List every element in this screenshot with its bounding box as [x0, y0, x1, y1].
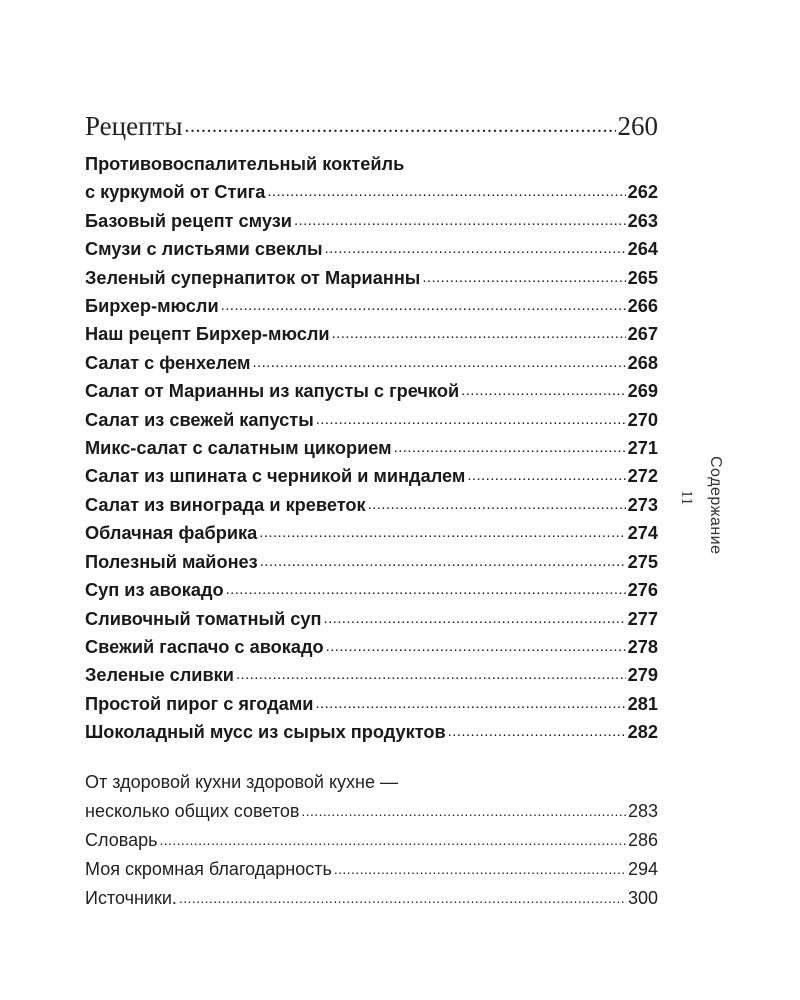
- entry-page: 278: [627, 636, 658, 657]
- toc-entry[interactable]: [85, 434, 658, 462]
- entry-page: 294: [627, 859, 658, 879]
- entry-title: Смузи с листьями свеклы: [85, 239, 323, 260]
- toc-entry[interactable]: [85, 633, 658, 661]
- entry-title: Салат из свежей капусты: [85, 409, 314, 430]
- entry-page: 272: [627, 466, 658, 487]
- backmatter-list: [85, 768, 658, 913]
- toc-entry[interactable]: [85, 826, 658, 855]
- entry-title-line1: От здоровой кухни здоровой кухне —: [85, 772, 398, 792]
- entry-title: Салат из шпината с черникой и миндалем: [85, 466, 466, 487]
- entry-page: 264: [627, 239, 658, 260]
- entry-page: 279: [627, 665, 658, 686]
- toc-entry[interactable]: [85, 661, 658, 689]
- toc-entry[interactable]: [85, 207, 658, 235]
- leader-dots: [448, 718, 626, 746]
- entry-title: Полезный майонез: [85, 551, 258, 572]
- entry-title: Свежий гаспачо с авокадо: [85, 636, 324, 657]
- entry-page: 263: [627, 210, 658, 231]
- toc-entry[interactable]: [85, 548, 658, 576]
- entry-page: 267: [627, 324, 658, 345]
- page-number: 11: [678, 490, 695, 506]
- leader-dots: [394, 434, 626, 462]
- entry-title: Салат с фенхелем: [85, 352, 251, 373]
- entry-title: Сливочный томатный суп: [85, 608, 322, 629]
- entry-page: 274: [627, 523, 658, 544]
- running-head-chapter: Содержание: [707, 456, 724, 555]
- entry-title: Базовый рецепт смузи: [85, 210, 292, 231]
- leader-dots: [332, 320, 626, 348]
- entry-title: несколько общих советов: [85, 801, 300, 821]
- section-page-number: 260: [617, 111, 658, 141]
- entry-page: 277: [627, 608, 658, 629]
- toc-entry[interactable]: [85, 884, 658, 913]
- entry-page: 300: [627, 888, 658, 908]
- leader-dots: [301, 797, 626, 826]
- entry-page: 281: [627, 693, 658, 714]
- leader-dots: [368, 491, 626, 519]
- leader-dots: [252, 349, 625, 377]
- leader-dots: [236, 661, 626, 689]
- entry-page: 275: [627, 551, 658, 572]
- entry-page: 269: [627, 381, 658, 402]
- leader-dots: [326, 633, 626, 661]
- entry-title: с куркумой от Стига: [85, 182, 266, 203]
- entry-title: Салат от Марианны из капусты с гречкой: [85, 381, 460, 402]
- entry-title: Зеленые сливки: [85, 665, 234, 686]
- recipe-list: [85, 150, 658, 747]
- toc-entry[interactable]: [85, 320, 658, 348]
- toc-entry[interactable]: [85, 690, 658, 718]
- leader-dots: [159, 826, 625, 855]
- entry-page: 270: [627, 409, 658, 430]
- toc-entry[interactable]: [85, 605, 658, 633]
- entry-title: Простой пирог с ягодами: [85, 693, 314, 714]
- leader-dots: [179, 884, 626, 913]
- toc-section-heading: [85, 111, 658, 141]
- entry-title: Наш рецепт Бирхер-мюсли: [85, 324, 330, 345]
- entry-title: Моя скромная благодарность: [85, 859, 332, 879]
- entry-page: 266: [627, 296, 658, 317]
- leader-dots: [315, 690, 625, 718]
- entry-page: 273: [627, 494, 658, 515]
- leader-dots: [324, 605, 626, 633]
- entry-title: Бирхер-мюсли: [85, 296, 219, 317]
- leader-dots: [226, 576, 626, 604]
- toc-entry[interactable]: [85, 292, 658, 320]
- toc-entry[interactable]: [85, 377, 658, 405]
- leader-dots: [267, 178, 625, 206]
- leader-dots: [467, 462, 625, 490]
- entry-title: Микс-салат с салатным цикорием: [85, 438, 392, 459]
- entry-page: 265: [627, 267, 658, 288]
- entry-title: Салат из винограда и креветок: [85, 494, 366, 515]
- leader-dots: [260, 548, 626, 576]
- entry-page: 283: [627, 801, 658, 821]
- leader-dots: [221, 292, 626, 320]
- entry-title: Источники.: [85, 888, 177, 908]
- leader-dots: [461, 377, 626, 405]
- entry-page: 276: [627, 580, 658, 601]
- leader-dots: [294, 207, 626, 235]
- toc-entry[interactable]: [85, 768, 658, 826]
- entry-title: Словарь: [85, 830, 158, 850]
- toc-entry[interactable]: [85, 462, 658, 490]
- leader-dots: [184, 111, 615, 141]
- entry-page: 286: [627, 830, 658, 850]
- toc-entry[interactable]: [85, 491, 658, 519]
- leader-dots: [259, 519, 625, 547]
- entry-title: Шоколадный мусс из сырых продуктов: [85, 722, 446, 743]
- toc-entry[interactable]: [85, 576, 658, 604]
- leader-dots: [334, 855, 626, 884]
- section-title: Рецепты: [85, 111, 183, 141]
- entry-title: Суп из авокадо: [85, 580, 224, 601]
- toc-entry[interactable]: [85, 349, 658, 377]
- toc-entry[interactable]: [85, 235, 658, 263]
- entry-page: 268: [627, 352, 658, 373]
- entry-page: 262: [627, 182, 658, 203]
- entry-page: 282: [627, 722, 658, 743]
- entry-title: Облачная фабрика: [85, 523, 258, 544]
- entry-title-line1: Противовоспалительный коктейль: [85, 154, 405, 174]
- leader-dots: [316, 406, 626, 434]
- toc-entry[interactable]: [85, 519, 658, 547]
- leader-dots: [422, 264, 625, 292]
- toc-entry[interactable]: [85, 406, 658, 434]
- entry-title: Зеленый супернапиток от Марианны: [85, 267, 421, 288]
- toc-entry[interactable]: [85, 855, 658, 884]
- leader-dots: [325, 235, 626, 263]
- toc-entry[interactable]: [85, 264, 658, 292]
- toc-entry[interactable]: [85, 718, 658, 746]
- entry-page: 271: [627, 438, 658, 459]
- toc-entry[interactable]: [85, 150, 658, 207]
